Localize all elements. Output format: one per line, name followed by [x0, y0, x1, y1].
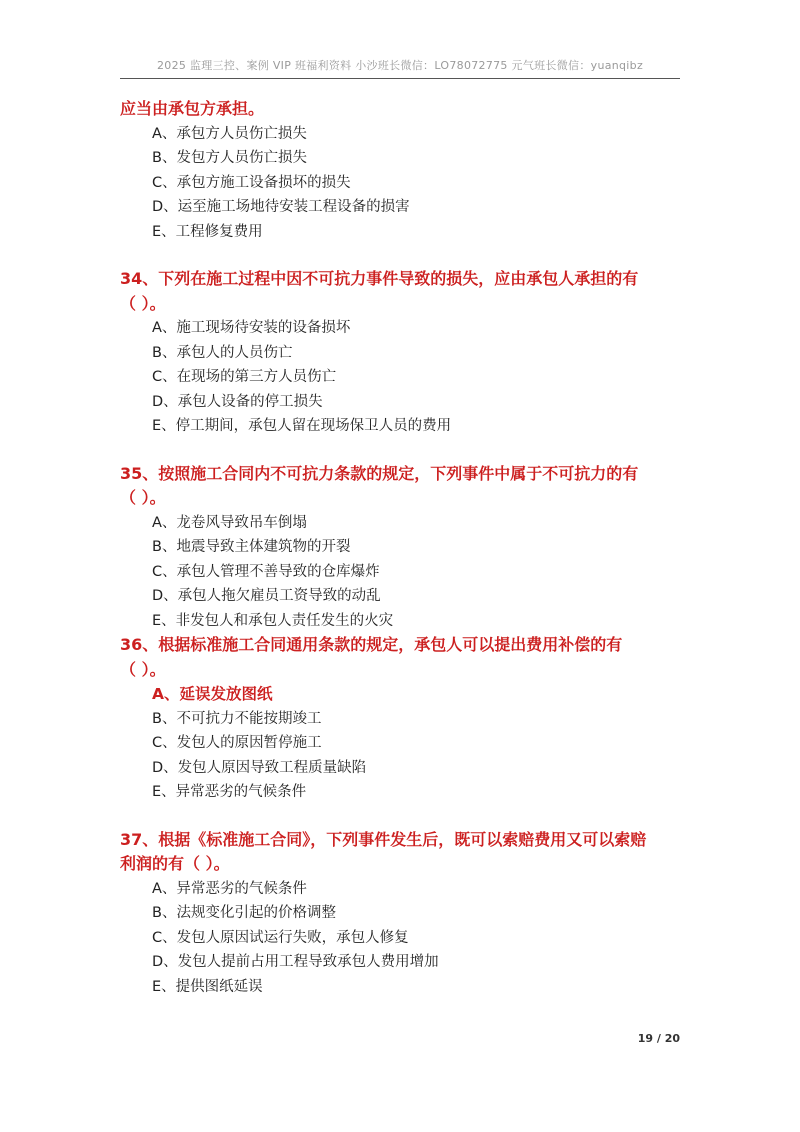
question-37-title-line2: 利润的有（ ）。	[120, 854, 230, 873]
question-34-option-b: B、承包人的人员伤亡	[152, 344, 293, 361]
question-36	[120, 633, 690, 805]
question-35-option-c: C、承包人管理不善导致的仓库爆炸	[152, 563, 380, 580]
page-number: 19 / 20	[637, 1032, 680, 1045]
question-35	[120, 462, 690, 634]
question-35-option-a: A、龙卷风导致吊车倒塌	[152, 514, 307, 531]
question-35-title-line1: 35、按照施工合同内不可抗力条款的规定，下列事件中属于不可抗力的有	[120, 463, 639, 483]
question-36-title-line1: 36、根据标准施工合同通用条款的规定，承包人可以提出费用补偿的有	[120, 635, 623, 654]
intro-option-e: E、工程修复费用	[152, 223, 263, 240]
question-37-title-line1: 37、根据《标准施工合同》，下列事件发生后，既可以索赔费用又可以索赔	[120, 829, 647, 849]
question-37-option-e: E、提供图纸延误	[152, 978, 263, 995]
question-36-option-c: C、发包人的原因暂停施工	[152, 735, 322, 751]
question-35-option-b: B、地震导致主体建筑物的开裂	[152, 539, 351, 555]
question-36-option-e: E、异常恶劣的气候条件	[152, 784, 307, 800]
question-37-option-d: D、发包人提前占用工程导致承包人费用增加	[152, 954, 439, 970]
question-35-title-line2: （ ）。	[120, 488, 166, 507]
question-36-option-b: B、不可抗力不能按期竣工	[152, 710, 322, 727]
question-34-title-line1: 34、下列在施工过程中因不可抗力事件导致的损失，应由承包人承担的有	[120, 269, 639, 288]
question-37-option-a: A、异常恶劣的气候条件	[152, 880, 307, 897]
question-36-title-line2: （ ）。	[120, 659, 166, 679]
question-34	[120, 267, 690, 439]
page-header: 2025 监理三控、案例 VIP 班福利资料 小沙班长微信：LO78072775 元气班长微信：yuanqibz	[120, 56, 680, 79]
question-34-option-d: D、承包人设备的停工损失	[152, 393, 323, 410]
question-34-option-e: E、停工期间，承包人留在现场保卫人员的费用	[152, 418, 452, 434]
question-37-option-c: C、发包人原因试运行失败，承包人修复	[152, 929, 409, 946]
intro-line: 应当由承包方承担。	[120, 99, 265, 118]
document-body	[120, 97, 690, 999]
question-34-option-c: C、在现场的第三方人员伤亡	[152, 369, 337, 385]
intro-option-a: A、承包方人员伤亡损失	[152, 125, 307, 142]
intro-option-b: B、发包方人员伤亡损失	[152, 150, 307, 166]
question-37	[120, 828, 690, 1000]
question-35-option-d: D、承包人拖欠雇员工资导致的动乱	[152, 588, 381, 604]
question-34-option-a: A、施工现场待安装的设备损坏	[152, 320, 351, 336]
intro-option-c: C、承包方施工设备损坏的损失	[152, 174, 351, 191]
intro-option-d: D、运至施工场地待安装工程设备的损害	[152, 199, 410, 215]
question-37-option-b: B、法规变化引起的价格调整	[152, 905, 336, 921]
question-36-option-a: A、延误发放图纸	[152, 685, 273, 703]
question-36-option-d: D、发包人原因导致工程质量缺陷	[152, 759, 367, 776]
question-35-option-e: E、非发包人和承包人责任发生的火灾	[152, 612, 394, 629]
question-34-title-line2: （ ）。	[120, 293, 166, 313]
